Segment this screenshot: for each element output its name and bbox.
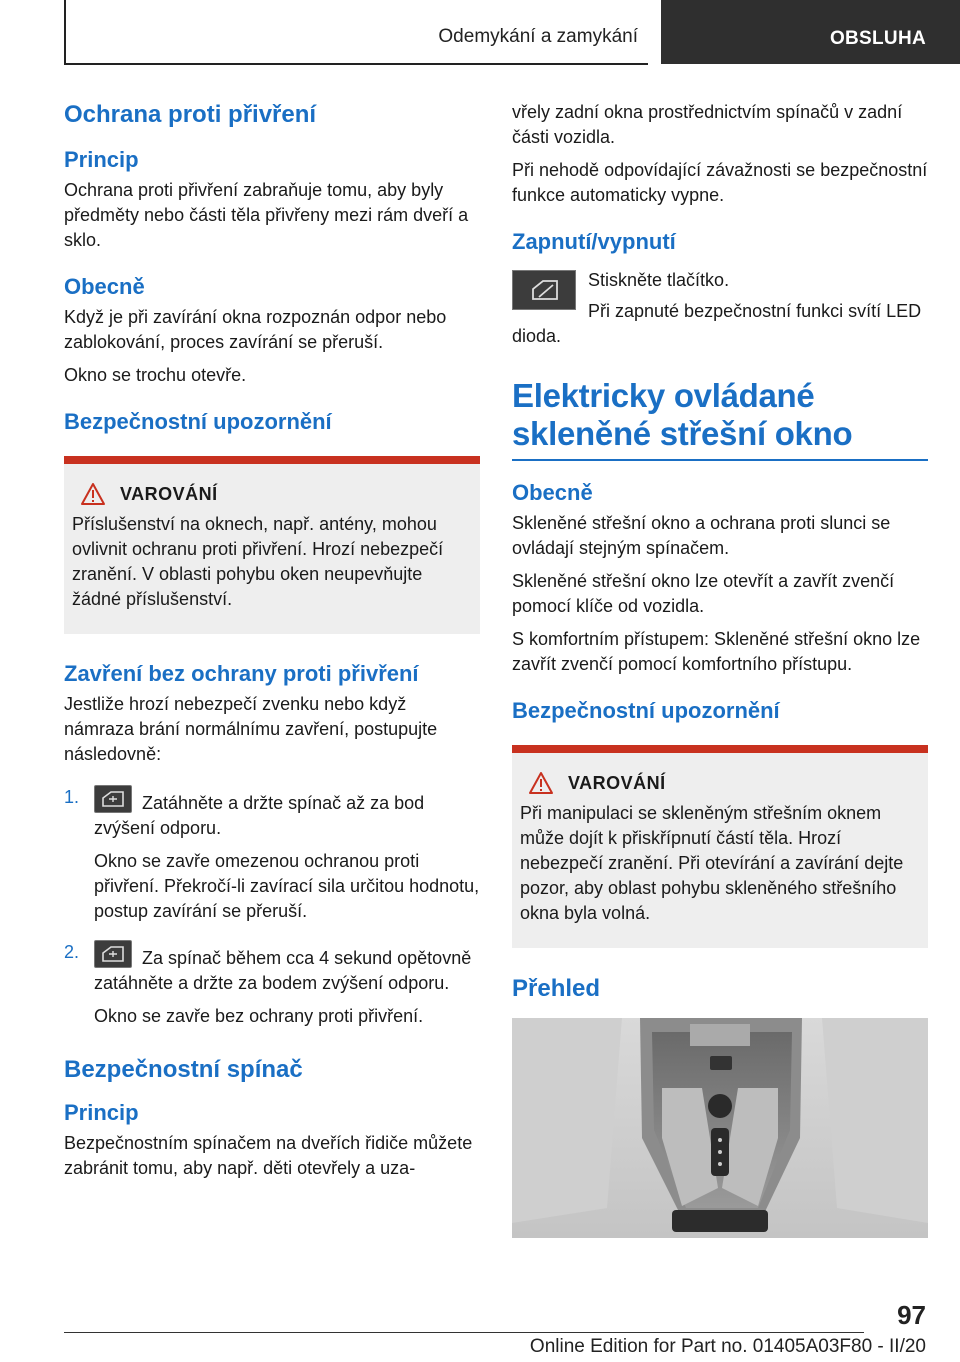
paragraph-ob-1: Skleněné střešní okno a ochrana proti slunci se ovládají stejným spínačem. <box>512 513 891 558</box>
step-note: Okno se zavře omezenou ochranou proti přivření. Překročí-li zavírací sila určitou hodnotu, postup zavírání se přeruší. <box>94 851 480 921</box>
paragraph-obecne-2: Okno se trochu otevře. <box>64 365 247 385</box>
heading-bezpecnost: Bezpečnostní upozornění <box>64 409 332 434</box>
header-chapter-label: OBSLUHA <box>829 28 926 49</box>
left-column <box>64 100 480 1181</box>
warning-triangle-icon <box>528 771 554 795</box>
warning-triangle-icon <box>80 482 106 506</box>
roof-console-photo <box>512 1018 928 1238</box>
paragraph-obecne-1: Když je při zavírání okna rozpoznán odpor nebo zablokování, proces zavírání se přeruší. <box>64 307 447 352</box>
heading-ochrana: Ochrana proti přivření <box>64 101 317 128</box>
heading-princip: Princip <box>64 147 139 172</box>
zapnuti-block <box>512 268 928 349</box>
heading-bezpecnost-right: Bezpečnostní upozornění <box>512 698 780 723</box>
heading-spinac: Bezpečnostní spínač <box>64 1056 303 1083</box>
warning-text: Příslušenství na oknech, např. antény, mohou ovlivnit ochranu proti přivření. Hrozí nebezpečí zranění. V oblasti pohybu oken neupevňujte žádné příslušenství. <box>72 514 444 609</box>
heading-princip-2: Princip <box>64 1100 139 1125</box>
warning-title: VAROVÁNÍ <box>120 483 218 504</box>
window-switch-icon <box>94 785 132 813</box>
footer-rule <box>64 1332 864 1333</box>
step-note: Okno se zavře bez ochrany proti přivření. <box>94 1006 424 1026</box>
heading-obecne: Obecně <box>64 274 145 299</box>
paragraph-zapnuti-2: Při zapnuté bezpečnostní funkci svítí LED dioda. <box>512 301 922 346</box>
paragraph-princip: Ochrana proti přivření zabraňuje tomu, aby byly předměty nebo části těla přivřeny mezi rám dveří a sklo. <box>64 180 469 250</box>
paragraph-zavreni: Jestliže hrozí nebezpečí zvenku nebo když námraza brání normálnímu zavření, postupujte následovně: <box>64 694 438 764</box>
paragraph-ob-2: Skleněné střešní okno lze otevřít a zavřít zvenčí pomocí klíče od vozidla. <box>512 571 895 616</box>
paragraph-spinac: Bezpečnostním spínačem na dveřích řidiče můžete zabránit tomu, aby např. děti otevřely a uza- <box>64 1133 473 1178</box>
paragraph-ob-3: S komfortním přístupem: Skleněné střešní okno lze zavřít zvenčí pomocí komfortního přístupu. <box>512 629 921 674</box>
chapter-rule <box>512 459 928 461</box>
heading-prehled: Přehled <box>512 975 601 1002</box>
header-chapter-tab <box>661 0 960 64</box>
warning-title: VAROVÁNÍ <box>568 772 666 793</box>
heading-obecne-right: Obecně <box>512 480 593 505</box>
warning-header <box>528 771 918 795</box>
warning-box <box>64 456 480 634</box>
heading-zavreni: Zavření bez ochrany proti přivření <box>64 661 419 686</box>
page-number: 97 <box>897 1300 926 1330</box>
step-text: Za spínač během cca 4 sekund opětovně zatáhněte a držte za bodem zvýšení odporu. <box>94 940 480 996</box>
warning-box-right <box>512 745 928 948</box>
step-2 <box>64 940 480 1029</box>
warning-header <box>80 482 470 506</box>
step-number: 1. <box>64 787 80 807</box>
chapter-heading: Elektricky ovládané skleněné střešní okno <box>512 377 853 452</box>
warning-text: Při manipulaci se skleněným střešním oknem může dojít k přiskřípnutí částí těla. Hrozí nebezpečí zranění. Při otevírání a zavírání dejte pozor, aby oblast pohybu skleněného střešního okna byla volná. <box>520 803 904 923</box>
step-number: 2. <box>64 942 80 962</box>
step-text: Zatáhněte a držte spínač až za bod zvýšení odporu. <box>94 785 480 841</box>
footer-edition: Online Edition for Part no. 01405A03F80 - II/20 <box>529 1336 926 1357</box>
header-rule-bottom <box>64 63 648 65</box>
paragraph-zapnuti-1: Stiskněte tlačítko. <box>588 270 730 290</box>
paragraph-cont-2: Při nehodě odpovídající závažnosti se bezpečnostní funkce automaticky vypne. <box>512 160 928 205</box>
paragraph-cont-1: vřely zadní okna prostřednictvím spínačů v zadní části vozidla. <box>512 102 903 147</box>
heading-zapnuti: Zapnutí/vypnutí <box>512 229 676 254</box>
header-section-title: Odemykání a zamykání <box>438 26 638 47</box>
right-column <box>512 100 928 1238</box>
step-1 <box>64 785 480 924</box>
window-switch-icon <box>94 940 132 968</box>
safety-switch-button-icon <box>512 270 576 310</box>
